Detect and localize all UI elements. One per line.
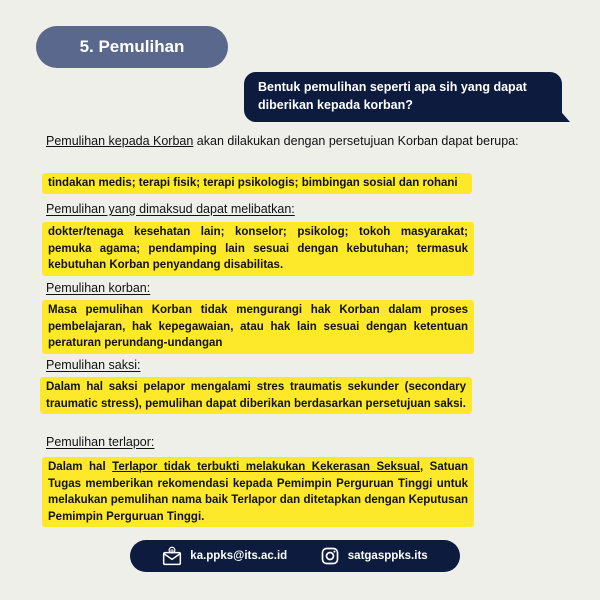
instagram-contact[interactable] (320, 546, 428, 566)
instagram-icon (320, 546, 340, 566)
label-witness-recovery: Pemulihan saksi: (46, 358, 141, 372)
box5-post: , Satuan Tugas memberikan rekomendasi kepada Pemimpin Perguruan Tinggi untuk melakukan pemulihan nama baik Terlapor dan ditetapkan dengan Keputusan Pemimpin Perguruan Tinggi. (48, 461, 469, 523)
email-contact[interactable] (162, 546, 287, 566)
box5-pre: Dalam hal (48, 461, 113, 473)
intro-underlined: Pemulihan kepada Korban (46, 134, 194, 148)
section-title: 5. Pemulihan (36, 26, 228, 68)
question-bubble: Bentuk pemulihan seperti apa sih yang dapat diberikan kepada korban? (244, 72, 562, 122)
highlight-box-3: Masa pemulihan Korban tidak mengurangi hak Korban dalam proses pembelajaran, hak kepegawaian, atau hak lain sesuai dengan ketentuan peraturan perundang-undangan (42, 300, 474, 354)
highlight-box-1: tindakan medis; terapi fisik; terapi psikologis; bimbingan sosial dan rohani (42, 173, 472, 194)
box5-underlined: Terlapor tidak terbukti melakukan Kekerasan Seksual (112, 461, 420, 473)
highlight-box-5 (42, 457, 474, 527)
contact-footer (130, 540, 460, 572)
highlight-box-4: Dalam hal saksi pelapor mengalami stres traumatis sekunder (secondary traumatic stress), pemulihan dapat diberikan berdasarkan persetujuan saksi. (40, 377, 472, 414)
email-text: ka.ppks@its.ac.id (190, 550, 288, 562)
svg-text:@: @ (170, 547, 175, 553)
highlight-box-2: dokter/tenaga kesehatan lain; konselor; psikolog; tokoh masyarakat; pemuka agama; pendamping lain sesuai dengan kebutuhan; termasuk kebutuhan Korban penyandang disabilitas. (42, 222, 474, 276)
label-involvement: Pemulihan yang dimaksud dapat melibatkan: (46, 202, 295, 216)
intro-rest: akan dilakukan dengan persetujuan Korban dapat berupa: (193, 134, 519, 148)
bubble-tail (556, 106, 570, 122)
label-reported-recovery: Pemulihan terlapor: (46, 435, 155, 449)
label-victim-recovery: Pemulihan korban: (46, 281, 151, 295)
instagram-text: satgasppks.its (347, 550, 428, 562)
mail-icon (162, 546, 182, 566)
intro-text (46, 133, 530, 150)
